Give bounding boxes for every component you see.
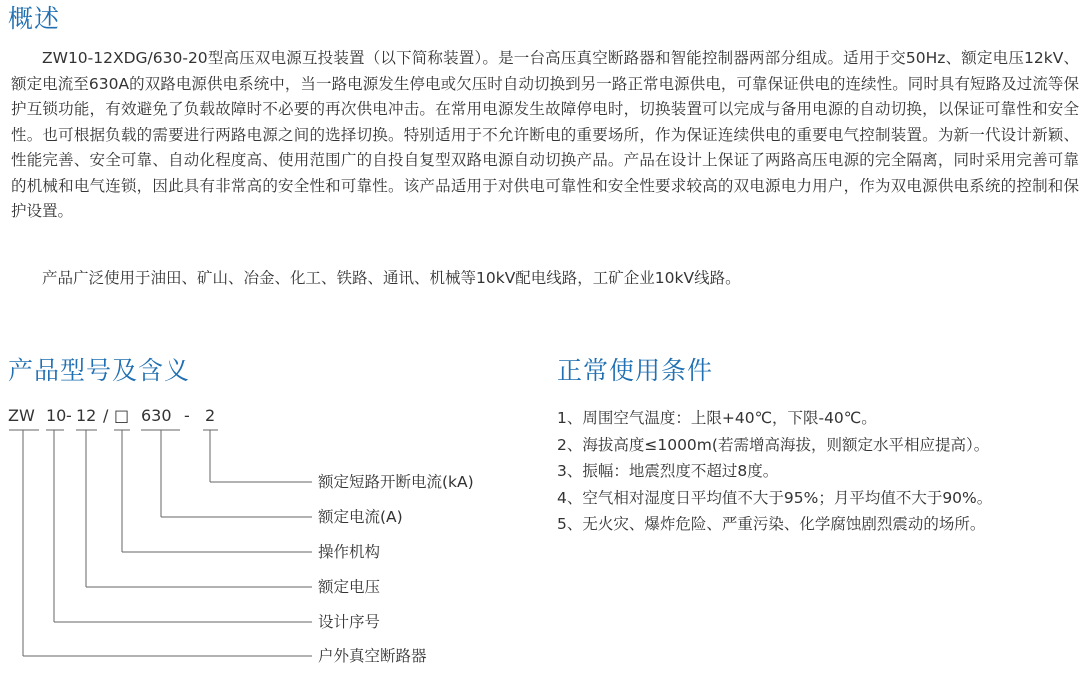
model-code-box: □ [114,406,130,425]
list-item: 1、周围空气温度：上限+40℃，下限-40℃。 [557,409,877,427]
model-label-rated-voltage: 额定电压 [318,578,381,596]
model-code-slash: / [103,406,109,425]
overview-paragraph-1: ZW10-12XDG/630-20型高压双电源互投装置（以下简称装置）。是一台高压真空断路器和智能控制器两部分组成。适用于交50Hz、额定电压12kV、额定电流至630A的双路电源供电系统中，当一路电源发生停电或欠压时自动切换到另一路正常电源供电，可靠保证供电的连续性。同时具有短路及过流等保护互锁功能，有效避免了负载故障时不必要的再次供电冲击。在常用电源发生故障停电时，切换装置可以完成与备用电源的自动切换，以保证可靠性和安全性。也可根据负载的需要进行两路电源之间的选择切换。特别适用于不允许断电的重要场所，作为保证连续供电的重要电气控制装置。为新一代设计新颖、性能完善、安全可靠、自动化程度高、使用范围广的自投自复型双路电源自动切换产品。产品在设计上保证了两路高压电源的完全隔离，同时采用完善可靠的机械和电气连锁，因此具有非常高的安全性和可靠性。该产品适用于对供电可靠性和安全性要求较高的双电源电力用户，作为双电源供电系统的控制和保护设置。 [11,49,1079,220]
model-code-2: 2 [205,406,216,425]
model-heading: 产品型号及含义 [8,356,191,385]
overview-heading: 概述 [8,4,61,33]
model-label-outdoor-vacuum-breaker: 户外真空断路器 [318,647,427,665]
list-item: 5、无火灾、爆炸危险、严重污染、化学腐蚀剧烈震动的场所。 [557,515,986,533]
model-code-zw: ZW [8,406,35,425]
model-label-design-number: 设计序号 [318,613,381,631]
model-code-10: 10 [46,406,67,425]
model-code-630: 630 [141,406,172,425]
list-item: 3、振幅：地震烈度不超过8度。 [557,462,779,480]
model-code-dash-1: - [66,406,72,425]
model-code-dash-2: - [184,406,190,425]
model-label-rated-current: 额定电流(A) [318,508,403,526]
model-code-12: 12 [76,406,97,425]
list-item: 2、海拔高度≤1000m(若需增高海拔，则额定水平相应提高）。 [557,435,990,454]
list-item: 4、空气相对湿度日平均值不大于95%；月平均值不大于90%。 [557,488,993,507]
model-label-breaking-current: 额定短路开断电流(kA) [318,473,474,491]
overview-paragraph-2: 产品广泛使用于油田、矿山、冶金、化工、铁路、通讯、机械等10kV配电线路，工矿企业10kV线路。 [42,269,741,287]
conditions-list [557,405,992,538]
conditions-heading: 正常使用条件 [557,356,714,385]
model-label-operating-mechanism: 操作机构 [318,543,381,561]
